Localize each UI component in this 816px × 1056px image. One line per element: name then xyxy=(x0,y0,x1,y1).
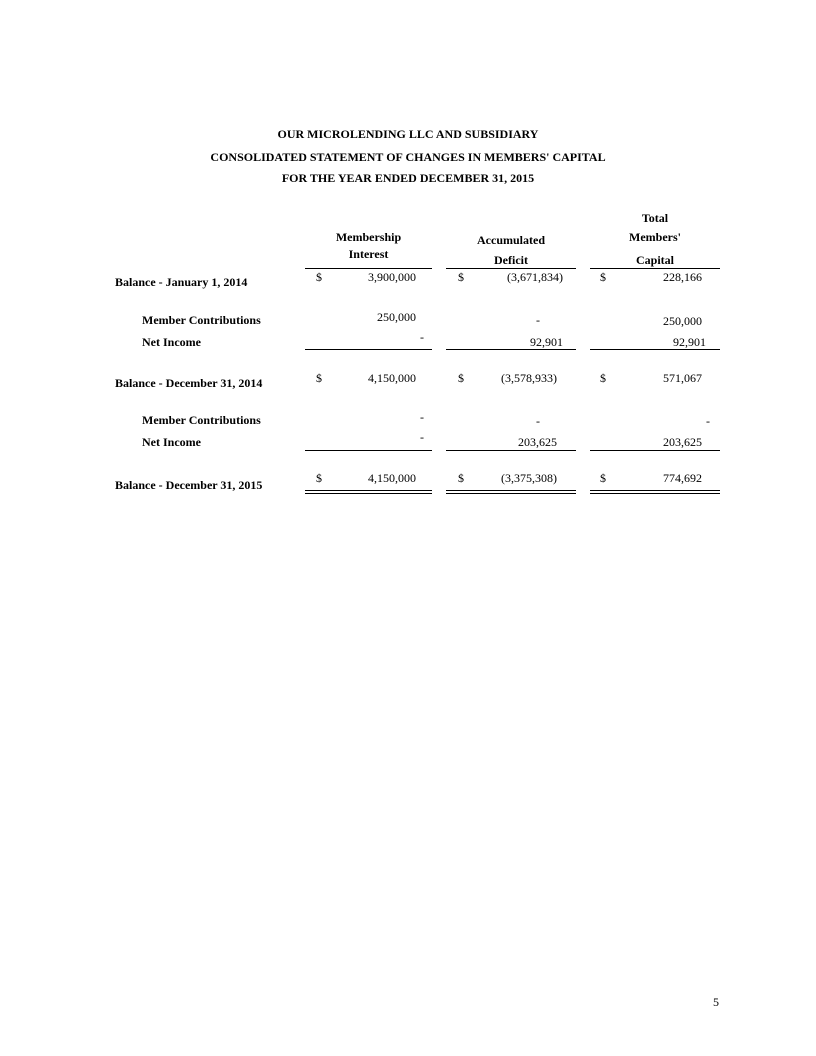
double-rule-deficit xyxy=(446,490,576,494)
cell-total: 228,166 xyxy=(663,270,702,284)
col-membership-line2: Interest xyxy=(348,247,389,261)
subtotal-rule-membership xyxy=(305,349,432,350)
row-label-contributions-2015: Member Contributions xyxy=(142,413,261,427)
cell-total: 571,067 xyxy=(663,371,702,385)
cell-total: 774,692 xyxy=(663,471,702,485)
row-label-balance-jan-2014: Balance - January 1, 2014 xyxy=(115,275,248,289)
cell-total: 92,901 xyxy=(673,335,706,349)
cell-membership: - xyxy=(420,430,424,444)
subtotal-rule-total xyxy=(590,450,720,451)
col-deficit-line1: Accumulated xyxy=(477,233,545,247)
cell-deficit: (3,375,308) xyxy=(501,471,557,485)
cell-membership: 4,150,000 xyxy=(368,471,416,485)
cell-membership: - xyxy=(420,330,424,344)
statement-period: FOR THE YEAR ENDED DECEMBER 31, 2015 xyxy=(281,171,535,185)
col-total-line3: Capital xyxy=(635,253,674,267)
cell-membership: 4,150,000 xyxy=(368,371,416,385)
cell-membership: - xyxy=(420,410,424,424)
cell-total: 203,625 xyxy=(663,435,702,449)
cell-deficit: (3,671,834) xyxy=(507,270,563,284)
dollar-sign: $ xyxy=(600,371,606,385)
cell-deficit: - xyxy=(536,313,540,327)
col-total-line1: Total xyxy=(641,211,669,225)
col-deficit-line2: Deficit xyxy=(494,253,528,267)
cell-deficit: (3,578,933) xyxy=(501,371,557,385)
cell-membership: 3,900,000 xyxy=(368,270,416,284)
row-label-balance-dec-2015: Balance - December 31, 2015 xyxy=(115,478,263,492)
cell-total: 250,000 xyxy=(663,314,702,328)
subtotal-rule-deficit xyxy=(446,450,576,451)
subtotal-rule-membership xyxy=(305,450,432,451)
row-label-balance-dec-2014: Balance - December 31, 2014 xyxy=(115,376,263,390)
col-total-line2: Members' xyxy=(629,230,681,244)
col-membership-line1: Membership xyxy=(335,230,402,244)
dollar-sign: $ xyxy=(316,471,322,485)
dollar-sign: $ xyxy=(600,471,606,485)
header-rule-membership xyxy=(305,268,432,269)
cell-total: - xyxy=(706,414,710,428)
subtotal-rule-total xyxy=(590,349,720,350)
row-label-contributions-2014: Member Contributions xyxy=(142,313,261,327)
subtotal-rule-deficit xyxy=(446,349,576,350)
dollar-sign: $ xyxy=(458,270,464,284)
double-rule-membership xyxy=(305,490,432,494)
cell-deficit: 92,901 xyxy=(530,335,563,349)
company-name: OUR MICROLENDING LLC AND SUBSIDIARY xyxy=(277,127,539,141)
dollar-sign: $ xyxy=(458,471,464,485)
header-rule-deficit xyxy=(446,268,576,269)
page-number: 5 xyxy=(713,995,719,1009)
dollar-sign: $ xyxy=(458,371,464,385)
cell-membership: 250,000 xyxy=(377,310,416,324)
dollar-sign: $ xyxy=(316,371,322,385)
cell-deficit: - xyxy=(536,414,540,428)
statement-title: CONSOLIDATED STATEMENT OF CHANGES IN MEMBERS' CAPITAL xyxy=(210,150,606,164)
double-rule-total xyxy=(590,490,720,494)
cell-deficit: 203,625 xyxy=(518,435,557,449)
header-rule-total xyxy=(590,268,720,269)
dollar-sign: $ xyxy=(600,270,606,284)
dollar-sign: $ xyxy=(316,270,322,284)
row-label-net-income-2014: Net Income xyxy=(142,335,201,349)
row-label-net-income-2015: Net Income xyxy=(142,435,201,449)
